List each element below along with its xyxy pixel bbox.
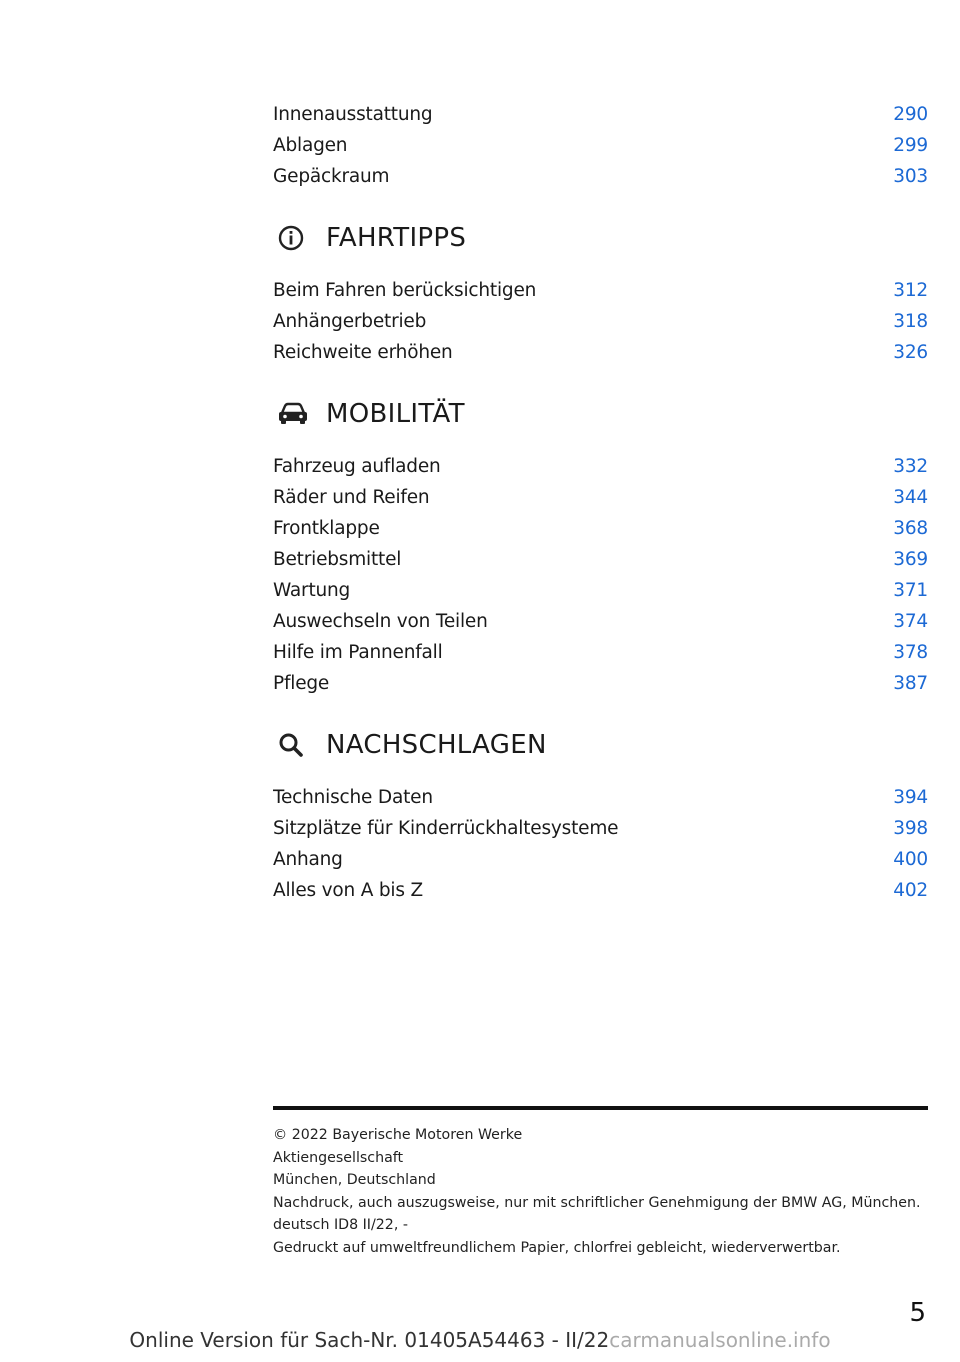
- imprint-location: München, Deutschland: [273, 1172, 436, 1188]
- toc-entry-title: Fahrzeug aufladen: [273, 455, 441, 477]
- section-header-mobilitaet: [273, 383, 928, 445]
- toc-entry-title: Beim Fahren berücksichtigen: [273, 279, 537, 301]
- toc-leader-dots: [447, 639, 888, 658]
- toc-entry-title: Hilfe im Pannenfall: [273, 641, 443, 663]
- toc-leader-dots: [333, 670, 887, 689]
- toc-entry[interactable]: [273, 784, 928, 815]
- toc-page-link[interactable]: 387: [893, 672, 928, 694]
- toc-page-link[interactable]: 312: [893, 279, 928, 301]
- imprint-edition: deutsch ID8 II/22, -: [273, 1217, 408, 1233]
- toc-entry[interactable]: [273, 546, 928, 577]
- toc-entry[interactable]: [273, 670, 928, 701]
- toc-leader-dots: [347, 846, 888, 865]
- toc-entry-title: Innenausstattung: [273, 103, 433, 125]
- toc-page-link[interactable]: 378: [893, 641, 928, 663]
- search-icon: [276, 730, 316, 760]
- toc-entry[interactable]: [273, 277, 928, 308]
- toc-leader-dots: [354, 577, 887, 596]
- footer-divider: [273, 1106, 928, 1110]
- table-of-contents: [273, 101, 928, 908]
- toc-entry[interactable]: [273, 484, 928, 515]
- toc-entry-title: Anhang: [273, 848, 343, 870]
- toc-page-link[interactable]: 326: [893, 341, 928, 363]
- footer-version-text: Online Version für Sach-Nr. 01405A54463 - II/22: [129, 1328, 610, 1352]
- info-icon: [276, 223, 316, 253]
- toc-entry-title: Räder und Reifen: [273, 486, 430, 508]
- toc-page-link[interactable]: 299: [893, 134, 928, 156]
- imprint-reprint-notice: Nachdruck, auch auszugsweise, nur mit schriftlicher Genehmigung der BMW AG, München.: [273, 1194, 921, 1211]
- car-icon: [276, 399, 316, 429]
- toc-leader-dots: [540, 277, 887, 296]
- toc-entry[interactable]: [273, 339, 928, 370]
- toc-entry-gepaeckraum[interactable]: [273, 163, 928, 194]
- toc-entry[interactable]: [273, 577, 928, 608]
- toc-page-link[interactable]: 290: [893, 103, 928, 125]
- section-header-nachschlagen: [273, 714, 928, 776]
- toc-leader-dots: [433, 484, 887, 503]
- toc-entry-title: Ablagen: [273, 134, 348, 156]
- imprint-company: Aktiengesellschaft: [273, 1149, 404, 1166]
- toc-entry[interactable]: [273, 877, 928, 908]
- toc-page-link[interactable]: 402: [893, 879, 928, 901]
- toc-page-link[interactable]: 371: [893, 579, 928, 601]
- toc-leader-dots: [457, 339, 888, 358]
- section-heading: FAHRTIPPS: [326, 223, 467, 253]
- toc-entry-title: Wartung: [273, 579, 351, 601]
- toc-entry[interactable]: [273, 308, 928, 339]
- toc-page-link[interactable]: 369: [893, 548, 928, 570]
- toc-leader-dots: [405, 546, 887, 565]
- toc-entry-ablagen[interactable]: [273, 132, 928, 163]
- toc-leader-dots: [622, 815, 887, 834]
- toc-leader-dots: [427, 877, 887, 896]
- toc-page-link[interactable]: 303: [893, 165, 928, 187]
- toc-entry[interactable]: [273, 453, 928, 484]
- toc-leader-dots: [384, 515, 888, 534]
- toc-leader-dots: [492, 608, 888, 627]
- toc-leader-dots: [351, 132, 887, 151]
- toc-entry-title: Technische Daten: [273, 786, 433, 808]
- toc-entry[interactable]: [273, 846, 928, 877]
- section-heading: NACHSCHLAGEN: [326, 730, 547, 760]
- page-number: 5: [909, 1298, 926, 1328]
- toc-entry-title: Sitzplätze für Kinderrückhaltesysteme: [273, 817, 619, 839]
- imprint-paper-notice: Gedruckt auf umweltfreundlichem Papier, chlorfrei gebleicht, wiederverwertbar.: [273, 1239, 841, 1256]
- toc-entry-title: Alles von A bis Z: [273, 879, 423, 901]
- toc-leader-dots: [436, 101, 887, 120]
- toc-page-link[interactable]: 374: [893, 610, 928, 632]
- toc-entry[interactable]: [273, 639, 928, 670]
- toc-entry-innenausstattung[interactable]: [273, 101, 928, 132]
- toc-entry-title: Gepäckraum: [273, 165, 390, 187]
- section-header-fahrtipps: [273, 207, 928, 269]
- imprint: [273, 1124, 928, 1259]
- watermark-text[interactable]: carmanualsonline.info: [609, 1328, 831, 1352]
- toc-page-link[interactable]: 398: [893, 817, 928, 839]
- toc-page-link[interactable]: 344: [893, 486, 928, 508]
- toc-page-link[interactable]: 318: [893, 310, 928, 332]
- toc-page-link[interactable]: 400: [893, 848, 928, 870]
- toc-entry-title: Betriebsmittel: [273, 548, 402, 570]
- toc-entry-title: Pflege: [273, 672, 330, 694]
- toc-entry-title: Auswechseln von Teilen: [273, 610, 488, 632]
- toc-leader-dots: [437, 784, 887, 803]
- toc-entry-title: Anhängerbetrieb: [273, 310, 427, 332]
- toc-entry[interactable]: [273, 515, 928, 546]
- toc-entry[interactable]: [273, 815, 928, 846]
- toc-page-link[interactable]: 394: [893, 786, 928, 808]
- toc-page-link[interactable]: 332: [893, 455, 928, 477]
- toc-leader-dots: [393, 163, 887, 182]
- toc-leader-dots: [445, 453, 888, 472]
- section-heading: MOBILITÄT: [326, 399, 465, 429]
- toc-leader-dots: [430, 308, 887, 327]
- toc-entry[interactable]: [273, 608, 928, 639]
- toc-entry-title: Frontklappe: [273, 517, 380, 539]
- imprint-copyright: © 2022 Bayerische Motoren Werke: [273, 1127, 523, 1143]
- toc-entry-title: Reichweite erhöhen: [273, 341, 453, 363]
- footer-line: [0, 1328, 960, 1352]
- toc-page-link[interactable]: 368: [893, 517, 928, 539]
